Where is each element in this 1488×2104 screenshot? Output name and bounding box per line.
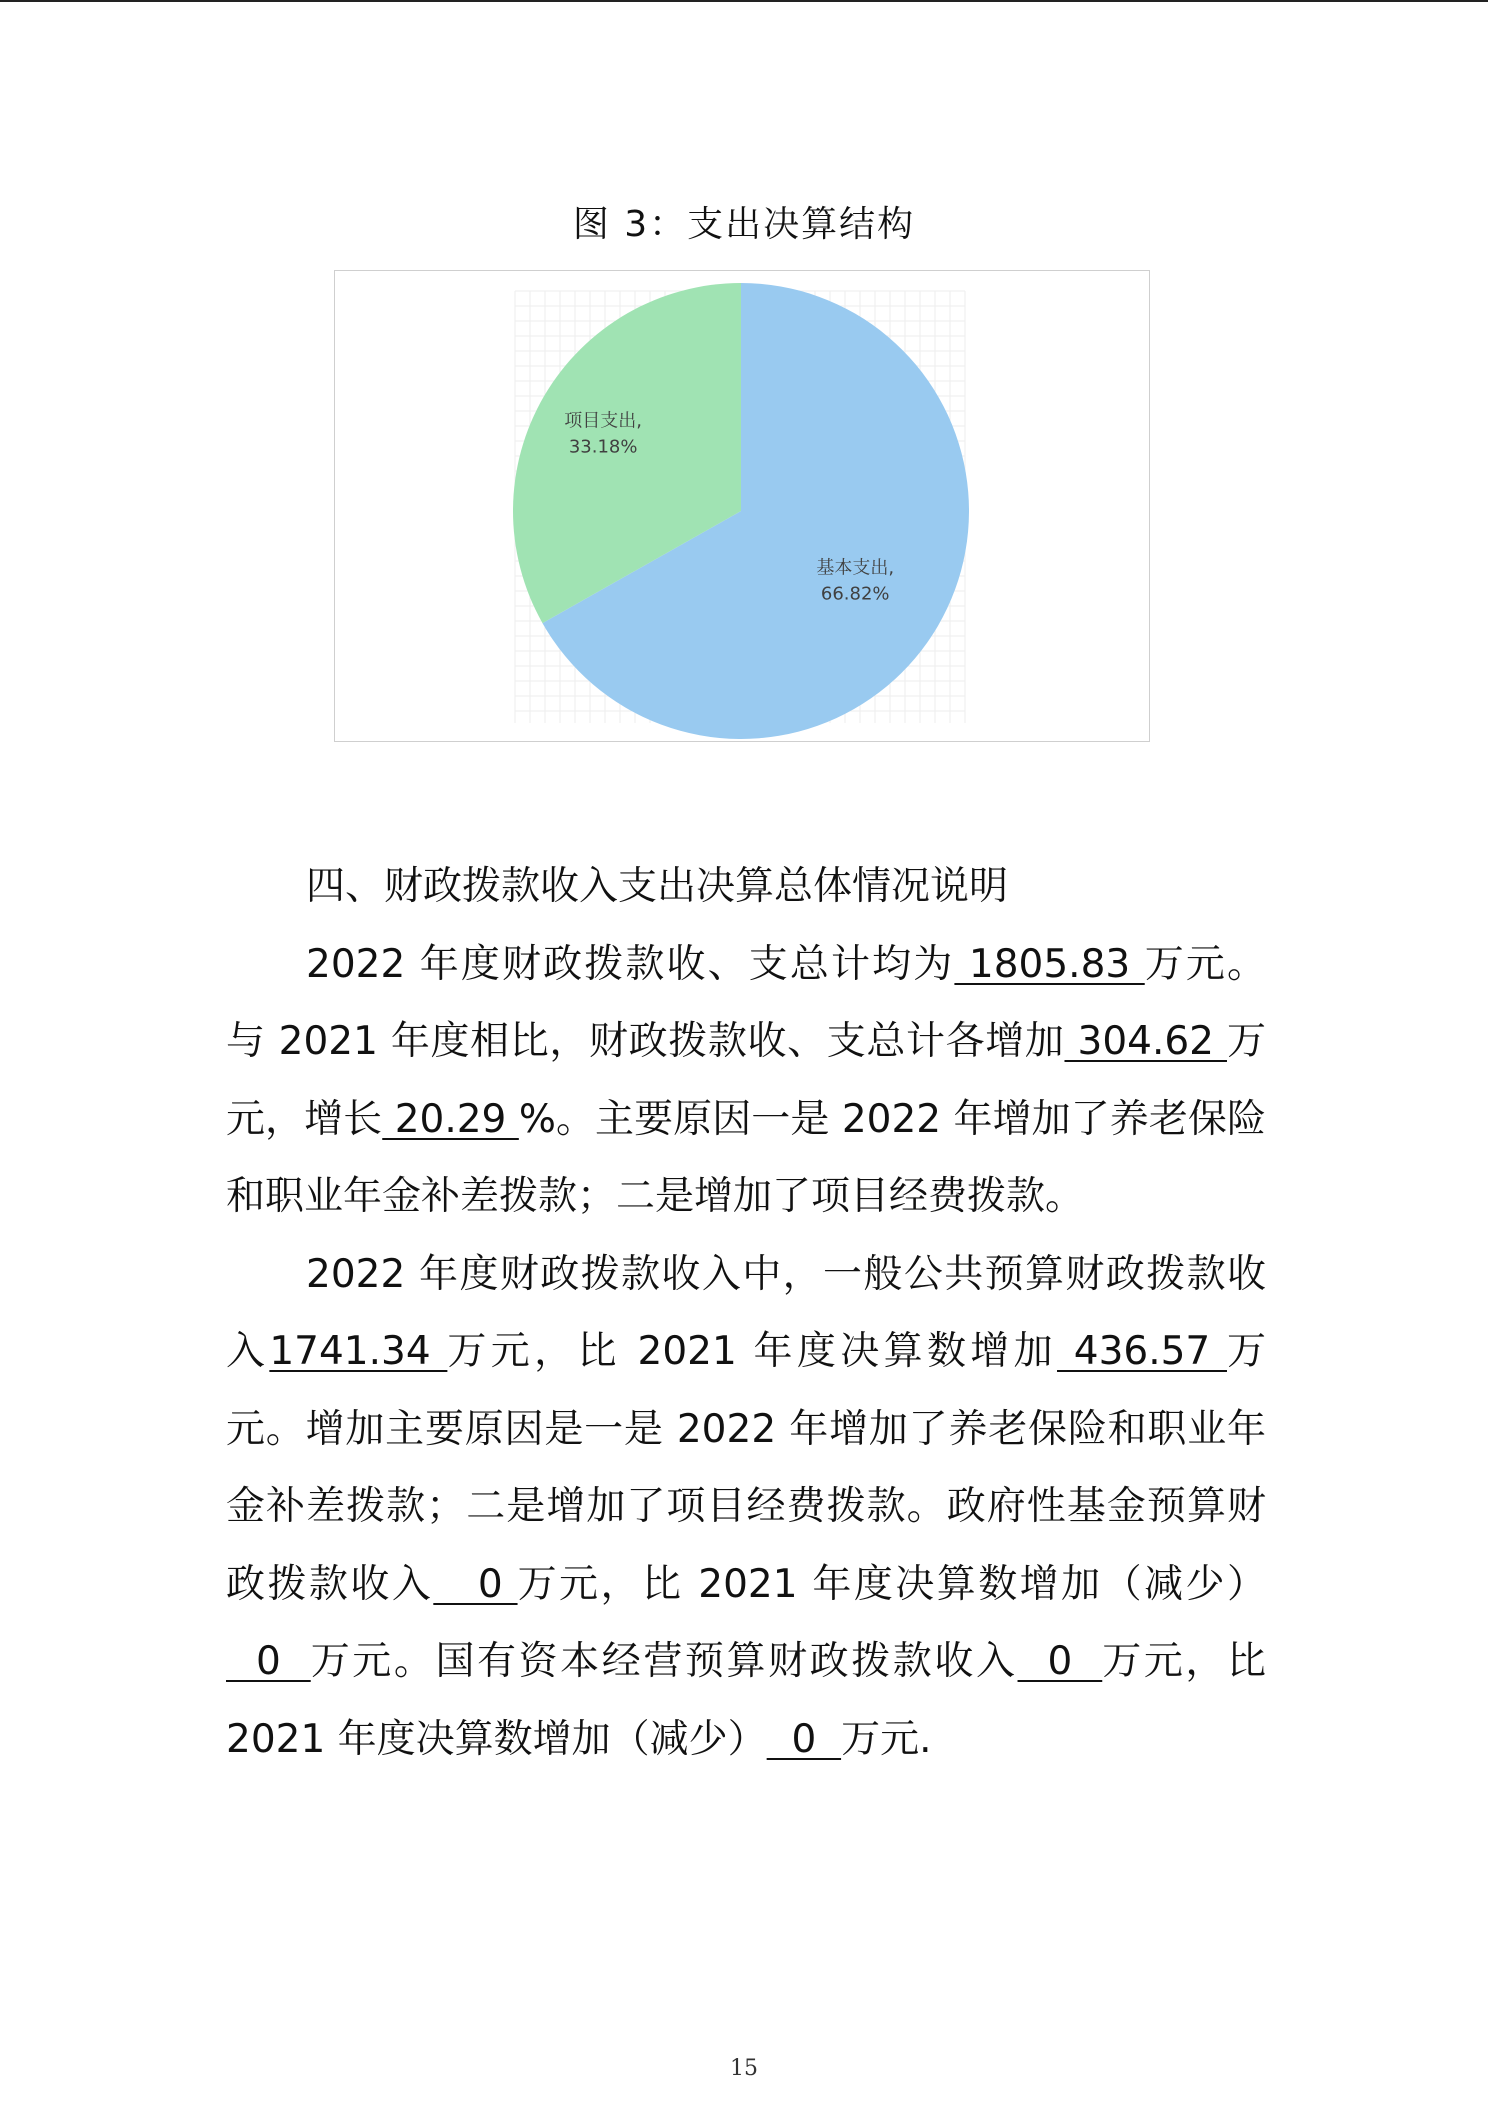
section-heading: 四、财政拨款收入支出决算总体情况说明	[306, 864, 1009, 909]
p2-text-d: 万元，比 2021 年度决算数增加（减少）	[517, 1561, 1266, 1607]
general-budget-increase-value: 436.57	[1057, 1329, 1227, 1374]
paragraph-overview	[226, 926, 1266, 1236]
paragraph-income-detail	[226, 1236, 1266, 1779]
page-number: 15	[730, 2056, 758, 2081]
p2-text-c: 万元。增加主要原因是一是 2022 年增加了养老保险和职业年金补差拨款；二是增加了项目经费拨款。政府性基金预算财政拨款收入	[226, 1329, 1266, 1607]
p1-text-c: 万元，增长	[226, 1019, 1266, 1142]
pie-chart-frame	[334, 270, 1150, 742]
section-body	[226, 848, 1266, 1778]
page-top-border	[0, 0, 1488, 2]
state-capital-change-value: 0	[766, 1716, 842, 1762]
slice-percent-0: 66.82%	[820, 583, 890, 605]
p1-text-d: %。主要原因一是 2022 年增加了养老保险和职业年金补差拨款；二是增加了项目经费拨款。	[226, 1096, 1266, 1219]
growth-rate-value: 20.29	[382, 1096, 519, 1142]
figure-title: 图 3：支出决算结构	[572, 204, 916, 245]
p2-text-e: 万元。国有资本经营预算财政拨款收入	[310, 1639, 1018, 1684]
pie-slices	[513, 283, 969, 739]
state-capital-income-value: 0	[1017, 1639, 1103, 1684]
p2-text-a: 2022 年度财政拨款收入中，一般公共预算财政拨款收入	[226, 1251, 1266, 1374]
general-budget-income-value: 1741.34	[269, 1329, 448, 1374]
pie-chart	[335, 271, 1151, 743]
fund-budget-change-value: 0	[226, 1639, 311, 1684]
slice-label-0: 基本支出,	[816, 557, 895, 579]
p2-text-b: 万元，比 2021 年度决算数增加	[447, 1329, 1058, 1374]
total-amount-value: 1805.83	[954, 941, 1145, 987]
p1-text-b: 万元。与 2021 年度相比，财政拨款收、支总计各增加	[226, 941, 1266, 1064]
p2-text-f: 万元，比 2021 年度决算数增加（减少）	[226, 1639, 1266, 1762]
slice-percent-1: 33.18%	[568, 436, 638, 458]
fund-budget-income-value: 0	[433, 1561, 518, 1607]
increase-amount-value: 304.62	[1064, 1019, 1227, 1064]
p1-text-a: 2022 年度财政拨款收、支总计均为	[306, 941, 955, 987]
slice-label-1: 项目支出,	[564, 410, 643, 432]
p2-text-g: 万元.	[841, 1716, 932, 1762]
